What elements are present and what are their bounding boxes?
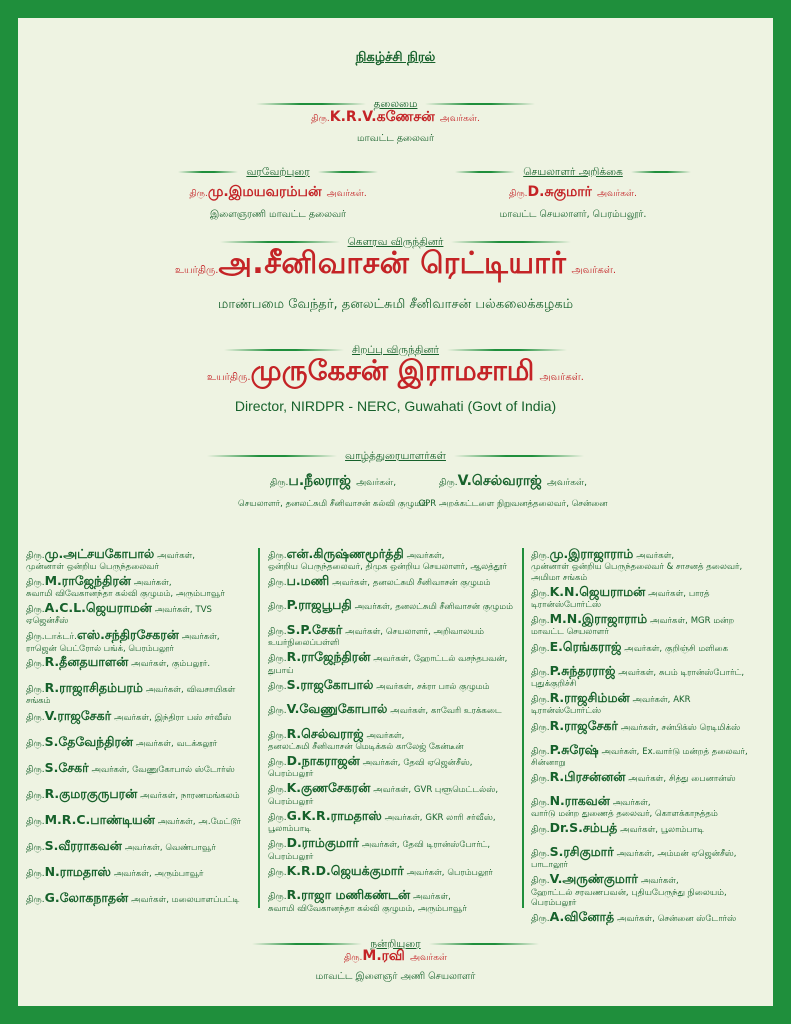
felicitator-designation: கும்பலூர். [171, 659, 211, 670]
felicitator-suffix: அவர்கள், [624, 643, 663, 654]
felicitator-suffix: அவர்கள், [373, 785, 412, 796]
felicitator-entry [268, 622, 518, 650]
felicitator-prefix: திரு. [268, 867, 287, 878]
felicitator-suffix: அவர்கள், [648, 588, 686, 599]
felicitator-name: G.K.R.ராமதாஸ் [286, 807, 382, 823]
felicitator-name: D.ராம்குமார் [286, 835, 359, 851]
secretary-role-label: செயலாளர் அறிக்கை [523, 165, 623, 178]
felicitator-entry [531, 611, 763, 639]
felicitator-name: மு.அட்சயகோபால் [44, 546, 155, 561]
felicitator-suffix: அவர்கள், [131, 894, 169, 905]
felicitator-name: K.R.D.ஜெயக்குமார் [286, 862, 404, 878]
felicitator-name: N.ராகவன் [549, 793, 610, 808]
honorary-guest-role-label: கௌரவ விருந்தினர் [347, 235, 444, 248]
felicitator-designation: TVS ஏஜென்சீஸ் [26, 604, 212, 626]
felicitator-entry [268, 780, 518, 808]
divider-rule [455, 171, 515, 173]
felicitator-designation: அ.மேட்டூர் [198, 816, 242, 827]
felicitator-suffix: அவர்கள், [361, 840, 400, 851]
felicitator-designation: வார்டு மன்ற துணைத் தலைவர், கொளக்காநத்தம் [531, 809, 718, 820]
felicitator-designation: வடக்கலூர் [176, 738, 218, 749]
felicitator-prefix: திரு. [268, 730, 287, 741]
felicitator-name: D.நாகராஜன் [286, 752, 360, 768]
felicitator-entry [26, 708, 254, 734]
honorary-guest-designation-row [18, 293, 773, 313]
felicitator-designation: பாரத் டிரான்ஸ்போர்ட்ஸ் [531, 588, 710, 610]
felicitator-prefix: திரு. [531, 798, 550, 808]
page-title-block [18, 46, 773, 66]
felicitator-prefix: திரு. [268, 681, 287, 692]
felicitator-suffix: அவர்கள், [135, 738, 174, 749]
felicitator-suffix: அவர்கள், [131, 659, 169, 670]
felicitator-designation: வெண்பாவூர் [165, 842, 216, 853]
felicitator-entry [26, 654, 254, 680]
divider-rule [224, 349, 344, 351]
felicitator-name: மு.இராஜாராம் [549, 546, 634, 561]
column-divider [258, 548, 260, 908]
felicitator-entry [268, 808, 518, 836]
felicitator-suffix: அவர்கள், [617, 913, 655, 924]
felicitator-prefix: திரு. [269, 478, 289, 488]
felicitator-designation: நாரணமங்கலம் [180, 790, 240, 801]
felicitator-name: R.பிரசன்னன் [549, 769, 626, 784]
felicitator-name: N.ராமதாஸ் [44, 863, 111, 879]
felicitator-name: V.செல்வராஜ் [457, 473, 542, 489]
felicitator-designation: தேவி டிரான்ஸ்போர்ட், பெரம்பலூர் [268, 840, 491, 862]
felicitator-entry [268, 887, 518, 914]
felicitator-designation: ஹோட்டல் சரவணபவன், புதியபேருந்து நிலையம், பெரம்பலூர் [531, 887, 727, 909]
felicitator-entry [268, 863, 518, 888]
felicitator-prefix: திரு. [26, 842, 45, 853]
secretary-designation: மாவட்ட செயலாளர், பெரம்பலூர். [499, 208, 647, 220]
felicitator-name: S.வீரராகவன் [44, 837, 122, 853]
chair-name: K.R.V.கணேசன் [329, 109, 435, 125]
felicitator-name: R.குமரகுருபரன் [44, 785, 138, 801]
felicitator-designation: பூலாம்பாடி [660, 824, 704, 835]
felicitator-name: S.P.சேகர் [286, 621, 343, 637]
chair-role-label: தலைமை [373, 97, 418, 110]
felicitator-name: E.ரெங்கராஜ் [549, 638, 622, 654]
felicitator-prefix: திரு. [268, 757, 287, 768]
felicitator-prefix: திரு. [26, 685, 45, 696]
special-guest-name-row [18, 354, 773, 391]
special-guest-prefix: உயர்திரு. [207, 372, 251, 383]
divider-rule [318, 171, 378, 173]
felicitator-designation: சுவாமி விவேகானந்தா கல்வி குழுமம், அரும்பாவூர் [268, 903, 467, 914]
felicitator-suffix: அவர்கள், [636, 551, 675, 561]
felicitator-prefix: திரு. [531, 667, 550, 678]
felicitator-entry [26, 600, 254, 628]
felicitator-designation: AKR டிரான்ஸ்போர்ட்ஸ் [531, 695, 691, 717]
felicitator-designation: OPR அறக்கட்டளை நிறுவனத்தலைவர், சென்னை [418, 499, 608, 509]
welcome-suffix: அவர்கள். [326, 188, 367, 199]
felicitator-suffix: அவர்கள், [640, 876, 679, 887]
welcome-prefix: திரு. [189, 188, 208, 199]
felicitator-prefix: திரு. [531, 551, 550, 561]
divider-rule [425, 103, 535, 105]
felicitator-name: R.தீனதயாளன் [44, 654, 129, 670]
felicitator-prefix: திரு. [268, 892, 287, 903]
felicitator-suffix: அவர்கள், [181, 632, 220, 643]
felicitator-entry [268, 835, 518, 863]
felicitator-designation: ராஜென் பெட்ரோல் பங்க், பெரம்பலூர் [26, 643, 174, 654]
felicitator-prefix: திரு. [26, 604, 45, 615]
felicitator-name: R.ராஜா மணிகண்டன் [286, 887, 411, 903]
felicitator-designation: பெரம்பலூர் [447, 867, 493, 878]
felicitator-name: P.சுரேஷ் [549, 741, 599, 757]
felicitator-suffix: அவர்கள், [373, 654, 412, 665]
secretary-prefix: திரு. [508, 188, 528, 199]
felicitator-name: A.வினோத் [549, 908, 615, 924]
felicitator-prefix: திரு. [268, 706, 287, 717]
felicitator-designation: குறிஞ்சி மளிகை [665, 643, 729, 654]
honorary-guest-suffix: அவர்கள். [571, 265, 617, 276]
felicitator-prefix: திரு. [26, 712, 45, 723]
felicitator-suffix: அவர்கள், [618, 667, 657, 678]
special-guest-suffix: அவர்கள். [539, 372, 584, 383]
felicitator-suffix: அவர்கள், [376, 681, 415, 692]
special-guest-role-label: சிறப்பு விருந்தினர் [351, 343, 440, 356]
felicitator-name: K.குணசேகரன் [286, 780, 371, 796]
felicitator-designation: Ex.வார்டு மன்றத் தலைவர், சின்னாறு [531, 746, 748, 768]
page-title: நிகழ்ச்சி நிரல் [355, 50, 436, 65]
chair-suffix: அவர்கள். [439, 114, 480, 124]
felicitator-name: S.ரசிகுமார் [549, 843, 614, 859]
felicitator-entry [26, 573, 254, 600]
felicitator-prefix: திரு. [268, 785, 287, 796]
secretary-name: D.சுகுமார் [527, 183, 592, 200]
felicitator-name: P.ராஜபூபதி [286, 597, 352, 613]
felicitator-suffix: அவர்கள், [124, 842, 163, 853]
felicitator-suffix: அவர்கள், [345, 626, 383, 637]
felicitator-prefix: திரு. [26, 577, 45, 588]
felicitator-designation: வேணுகோபால் ஸ்டோர்ஸ் [132, 764, 235, 775]
felicitator-entry [26, 680, 254, 708]
chair-name-row [18, 106, 773, 127]
felicitator-name: R.ராஜசேகர் [549, 717, 618, 733]
felicitator-prefix: திரு. [531, 616, 550, 626]
felicitator-prefix: திரு. [268, 812, 287, 823]
felicitator-suffix: அவர்கள், [154, 604, 193, 615]
divider-rule [447, 349, 567, 351]
felicitator-suffix: அவர்கள், [356, 478, 397, 488]
felicitator-name: S.தேவேந்திரன் [44, 733, 134, 749]
special-guest-name: முருகேசன் இராமசாமி [250, 354, 535, 387]
special-guest-designation-row [18, 396, 773, 415]
felicitator-prefix: திரு. [268, 654, 287, 665]
thanks-prefix: திரு. [343, 953, 363, 963]
divider-rule [207, 455, 337, 457]
felicitator-name: P.சுந்தரராஜ் [549, 662, 616, 678]
felicitator-designation: சித்து பைனான்ஸ் [668, 774, 736, 784]
felicitator-designation: சன்பிக்ஸ் ரெடிமிக்ஸ் [661, 722, 741, 733]
chair-designation-row [18, 126, 773, 145]
felicitator-suffix: அவர்கள், [114, 712, 152, 723]
felicitator-prefix: திரு. [531, 824, 550, 835]
special-guest-designation: Director, NIRDPR - NERC, Guwahati (Govt of India) [234, 398, 557, 414]
felicitator-suffix: அவர்கள், [546, 478, 587, 488]
felicitator-entry [531, 871, 763, 909]
felicitator-entry [268, 677, 518, 702]
felicitator-prefix: திரு. [531, 876, 550, 887]
felicitator-name: Dr.S.சம்பத் [549, 819, 618, 835]
felicitator-entry [531, 546, 763, 584]
felicitators-column-middle [268, 546, 518, 914]
felicitator-entry [531, 584, 763, 612]
honorary-guest-name: அ.சீனிவாசன் ரெட்டியார் [218, 246, 567, 281]
felicitator-entry [531, 820, 763, 844]
felicitator-suffix: அவர்கள், [140, 790, 178, 801]
felicitator-suffix: அவர்கள், [133, 577, 172, 588]
felicitator-prefix: திரு. [26, 868, 45, 879]
felicitator-name: R.செல்வராஜ் [286, 725, 364, 741]
felicitator-suffix: அவர்கள், [390, 706, 429, 717]
felicitator-prefix: திரு. [439, 478, 458, 488]
felicitator-suffix: அவர்கள், [354, 602, 393, 613]
felicitator-entry [26, 627, 254, 654]
felicitator-prefix: திரு. [26, 894, 45, 905]
felicitator-designation: தேவி ஏஜென்சீஸ், பெரம்பலூர் [268, 757, 473, 779]
welcome-block [128, 158, 428, 221]
felicitator-name: S.ராஜகோபால் [286, 676, 374, 692]
felicitator-prefix: திரு. [531, 746, 550, 757]
welcome-role-label: வரவேற்புரை [246, 165, 310, 178]
thanks-suffix: அவர்கள் [409, 953, 448, 963]
felicitator-designation: ஒன்றிய பெருந்தலைவர், திமுக ஒன்றிய செயலாளர், ஆலத்தூர் [268, 562, 508, 573]
felicitator-designation: மலையாளப்பட்டி [171, 894, 240, 905]
thanks-name: M.ரவி [362, 948, 405, 964]
felicitator-name: M.N.இராஜாராம் [549, 611, 648, 626]
felicitator-prefix: திரு. [531, 643, 550, 654]
thanks-name-row [18, 945, 773, 966]
divider-rule [631, 171, 691, 173]
felicitator-name: A.C.L.ஜெயராமன் [44, 599, 152, 615]
felicitators-column-right [531, 546, 763, 933]
felicitator-name: ப.மணி [286, 572, 330, 588]
felicitator-suffix: அவர்கள், [362, 757, 401, 768]
felicitator-designation: தனலட்சுமி சீனிவாசன் மெடிக்கல் காலேஜ் கேன்டீன் [268, 742, 464, 753]
thanks-designation-row [18, 964, 773, 983]
felicitators-header: வாழ்த்துரையாளர்கள் [345, 449, 446, 462]
felicitator-suffix: அவர்கள், [406, 867, 445, 878]
felicitator-prefix: திரு. [531, 722, 550, 733]
felicitator-prefix: திரு. [26, 659, 45, 670]
felicitator-suffix: அவர்கள், [412, 892, 451, 903]
thanks-designation: மாவட்ட இளைஞர் அணி செயலாளர் [315, 971, 476, 982]
felicitator-designation: தனலட்சுமி சீனிவாசன் குழுமம் [372, 577, 491, 588]
felicitators-column-left [26, 546, 254, 916]
felicitator-suffix: அவர்கள், [113, 868, 152, 879]
felicitator-suffix: அவர்கள், [632, 695, 671, 705]
felicitator-entry [26, 734, 254, 760]
felicitator-designation: இந்திரா பஸ் சர்வீஸ் [154, 712, 232, 723]
felicitator-entry [268, 753, 518, 781]
felicitator-prefix: திரு. [26, 764, 45, 775]
felicitator-name: R.ராஜாசிதம்பரம் [44, 680, 143, 696]
felicitator-entry [268, 701, 518, 726]
felicitator-suffix: அவர்கள், [157, 816, 196, 827]
felicitator-entry [26, 812, 254, 838]
felicitator-entry [531, 663, 763, 691]
felicitator-prefix: திரு. [268, 626, 287, 637]
felicitator-designation: ஹோட்டல் வசந்தபவன், துபாய் [268, 654, 508, 676]
felicitator-prefix: திரு. [268, 577, 287, 588]
felicitator-prefix: திரு.டாக்டர். [26, 632, 77, 643]
felicitator-prefix: திரு. [531, 774, 550, 784]
felicitator-entry [531, 769, 763, 793]
felicitator-entry [268, 573, 518, 598]
felicitator-entry [26, 546, 254, 573]
felicitator-prefix: திரு. [268, 840, 287, 851]
felicitator-entry [531, 742, 763, 770]
felicitator-designation: செயலாளர், அறிவாலயம் உயர்நிலைப்பள்ளி [268, 626, 485, 649]
felicitator-designation: சென்னை ஸ்டோர்ஸ் [657, 913, 737, 924]
felicitator-prefix: திரு. [531, 848, 550, 859]
felicitator-entry [531, 844, 763, 872]
felicitator-entry [268, 546, 518, 573]
felicitator-suffix: அவர்கள், [332, 577, 370, 588]
secretary-report-block [423, 158, 723, 221]
felicitator-designation: தனலட்சுமி சீனிவாசன் குழுமம் [395, 602, 513, 613]
felicitator-entry [26, 890, 254, 916]
felicitator-name: V.அருண்குமார் [549, 871, 638, 887]
felicitator-name: V.ராஜசேகர் [44, 707, 112, 723]
felicitator-designation: சுபம் டிரான்ஸ்போர்ட், புதுக்குறிச்சி [531, 667, 745, 689]
felicitator-entry [26, 786, 254, 812]
felicitator-entry [26, 838, 254, 864]
felicitator-suffix: அவர்கள், [406, 551, 445, 561]
felicitator-prefix: திரு. [268, 551, 287, 561]
felicitator-designation: காவேரி உரக்கடை [430, 706, 502, 717]
secretary-suffix: அவர்கள். [596, 188, 638, 199]
felicitators-header-row [18, 442, 773, 463]
felicitator-suffix: அவர்கள், [366, 730, 405, 741]
thanks-role-label: நன்றியுரை [370, 937, 421, 950]
felicitator-designation: முன்னாள் ஒன்றிய பெருந்தலைவர் & சாசனத் தலைவர், அமிமா சங்கம் [531, 562, 743, 583]
felicitator-suffix: அவர்கள், [620, 722, 659, 733]
honorary-guest-name-row [18, 246, 773, 285]
felicitator-designation: GVR புளூமெட்டல்ஸ், பெரம்பலூர் [268, 785, 499, 807]
felicitator-entry [26, 864, 254, 890]
chair-prefix: திரு. [311, 114, 330, 124]
felicitator-entry [531, 718, 763, 742]
felicitator-name: ப.நீலராஜ் [288, 473, 351, 489]
felicitator-prefix: திரு. [531, 695, 550, 705]
welcome-designation: இளைஞரணி மாவட்ட தலைவர் [209, 208, 347, 220]
felicitator-suffix: அவர்கள், [145, 685, 184, 696]
felicitator-suffix: அவர்கள், [620, 824, 658, 835]
divider-rule [220, 241, 340, 243]
honorary-guest-designation: மாண்பமை வேந்தர், தனலட்சுமி சீனிவாசன் பல்கலைக்கழகம் [217, 297, 574, 312]
felicitator-designation: அரும்பாவூர் [154, 868, 204, 879]
felicitator-entry [531, 793, 763, 820]
felicitator-suffix: அவர்கள், [601, 746, 640, 757]
felicitator-suffix: அவர்கள், [628, 774, 667, 784]
felicitator-suffix: அவர்கள், [616, 848, 655, 859]
felicitator-entry [268, 649, 518, 677]
felicitator-prefix: திரு. [531, 588, 550, 599]
divider-rule [178, 171, 238, 173]
felicitator-designation: MGR மன்ற மாவட்ட செயலாளர் [531, 616, 735, 638]
felicitator-name: S.சேகர் [44, 759, 89, 775]
felicitator-name: R.ராஜேந்திரன் [286, 649, 371, 665]
felicitator-suffix: அவர்கள், [650, 616, 688, 626]
divider-rule [454, 455, 584, 457]
felicitator-entry [26, 760, 254, 786]
felicitator-designation: முன்னாள் ஒன்றிய பெருந்தலைவர் [26, 562, 159, 573]
divider-rule [451, 241, 571, 243]
felicitator-top-2 [363, 470, 663, 510]
felicitator-name: என்.கிருஷ்ணமூர்த்தி [286, 546, 404, 561]
felicitator-prefix: திரு. [26, 816, 45, 827]
felicitator-name: G.லோகநாதன் [44, 889, 129, 905]
felicitator-suffix: அவர்கள், [384, 812, 423, 823]
felicitator-designation: GKR லாரி சர்வீஸ், பூலாம்பாடி [268, 812, 496, 834]
felicitator-prefix: திரு. [531, 913, 550, 924]
felicitator-entry [531, 639, 763, 663]
felicitator-entry [531, 690, 763, 718]
felicitator-designation: செயலாளர், தனலட்சுமி சீனிவாசன் கல்வி குழுமம் [237, 499, 429, 509]
felicitator-entry [268, 726, 518, 753]
felicitator-prefix: திரு. [26, 551, 45, 561]
felicitator-name: எஸ்.சந்திரசேகரன் [76, 627, 179, 643]
chair-designation: மாவட்ட தலைவர் [357, 133, 434, 144]
felicitator-prefix: திரு. [26, 790, 45, 801]
felicitator-suffix: அவர்கள், [612, 798, 651, 808]
felicitator-prefix: திரு. [26, 738, 45, 749]
felicitator-designation: விவசாயிகள் சங்கம் [26, 685, 236, 707]
felicitator-name: M.ராஜேந்திரன் [44, 572, 131, 588]
felicitator-prefix: திரு. [268, 602, 287, 613]
felicitator-name: R.ராஜசிம்மன் [549, 690, 630, 705]
honorary-guest-prefix: உயர்திரு. [174, 265, 219, 276]
felicitator-name: V.வேணுகோபால் [286, 701, 388, 717]
column-divider [522, 548, 524, 908]
felicitator-designation: சுவாமி விவேகானந்தா கல்வி குழுமம், அரும்பாவூர் [26, 589, 225, 600]
felicitator-name: K.N.ஜெயராமன் [549, 583, 646, 599]
felicitator-designation: சக்ரா பால் குழுமம் [416, 681, 490, 692]
felicitator-suffix: அவர்கள், [157, 551, 196, 561]
felicitator-name: M.R.C.பாண்டியன் [44, 811, 155, 827]
welcome-name: மு.இமயவரம்பன் [207, 183, 322, 200]
felicitator-designation: அம்மன் ஏஜென்சீஸ், பாடாலூர் [531, 848, 737, 871]
divider-rule [256, 103, 366, 105]
felicitator-suffix: அவர்கள், [91, 764, 130, 775]
felicitator-entry [268, 597, 518, 622]
